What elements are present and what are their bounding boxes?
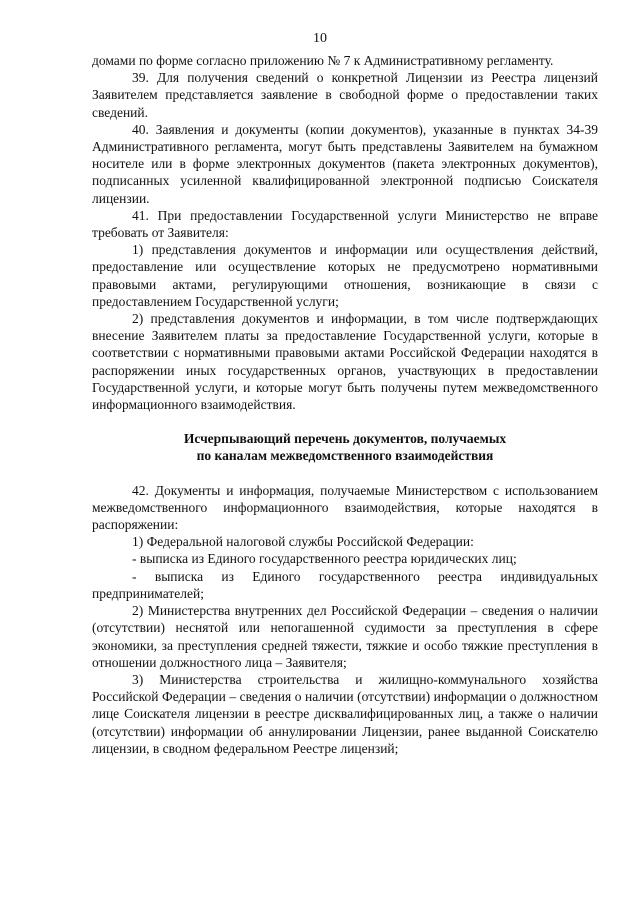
- paragraph: домами по форме согласно приложению № 7 к Административному регламенту.: [92, 53, 554, 68]
- spacer: [92, 413, 598, 430]
- paragraph: - выписка из Единого государственного реестра индивидуальных предпринимателей;: [92, 568, 598, 601]
- paragraphs-top: [92, 52, 598, 413]
- paragraph: 41. При предоставлении Государственной услуги Министерство не вправе требовать от Заявителя:: [92, 207, 598, 241]
- spacer: [92, 465, 598, 482]
- paragraph: 1) Федеральной налоговой службы Российской Федерации:: [132, 534, 474, 550]
- paragraphs-bottom: [92, 482, 598, 757]
- section-heading-line-2: по каналам межведомственного взаимодействия: [196, 448, 494, 464]
- paragraph: 42. Документы и информация, получаемые Министерством с использованием межведомственного информационного взаимодействия, которые находятся в распоряжении:: [92, 482, 598, 533]
- paragraph: 1) представления документов и информации или осуществления действий, предоставление или осуществление которых не предусмотрено нормативными правовыми актами, регулирующими отношения, возникающие в связи с предоставлением Государственной услуги;: [92, 242, 598, 309]
- paragraph: 3) Министерства строительства и жилищно-коммунального хозяйства Российской Федерации – сведения о наличии (отсутствии) информации о должностном лице Соискателя лицензии в реестре дисквалифицированных лиц, а также о наличии (отсутствии) информации об аннулировании Лицензии, ранее выданной Соискателю лицензии, в сводном федеральном Реестре лицензий;: [92, 671, 598, 756]
- document-body: [92, 52, 598, 757]
- page-number: 10: [313, 31, 327, 46]
- paragraph: 40. Заявления и документы (копии документов), указанные в пунктах 34-39 Административного регламента, могут быть представлены Заявителем на бумажном носителе или в форме электронных документов (пакета электронных документов), подписанных усиленной квалифицированной электронной подписью Соискателя лицензии.: [92, 121, 598, 206]
- paragraph: 2) Министерства внутренних дел Российской Федерации – сведения о наличии (отсутствии) неснятой или непогашенной судимости за преступления в сфере экономики, за преступления средней тяжести, тяжкие и особо тяжкие преступления в отношении должностного лица – Заявителя;: [92, 603, 598, 670]
- paragraph: 2) представления документов и информации, в том числе подтверждающих внесение Заявителем платы за предоставление Государственной услуги, которые в соответствии с нормативными правовыми актами Российской Федерации находятся в распоряжении иных государственных органов, участвующих в предоставлении Государственной услуги, и которые могут быть получены путем межведомственного информационного взаимодействия.: [92, 311, 598, 413]
- section-heading-line-1: Исчерпывающий перечень документов, получаемых: [183, 431, 507, 447]
- paragraph: - выписка из Единого государственного реестра юридических лиц;: [132, 551, 517, 567]
- paragraph: 39. Для получения сведений о конкретной Лицензии из Реестра лицензий Заявителем представляется заявление в свободной форме о предоставлении таких сведений.: [92, 70, 598, 120]
- section-heading: [92, 430, 598, 464]
